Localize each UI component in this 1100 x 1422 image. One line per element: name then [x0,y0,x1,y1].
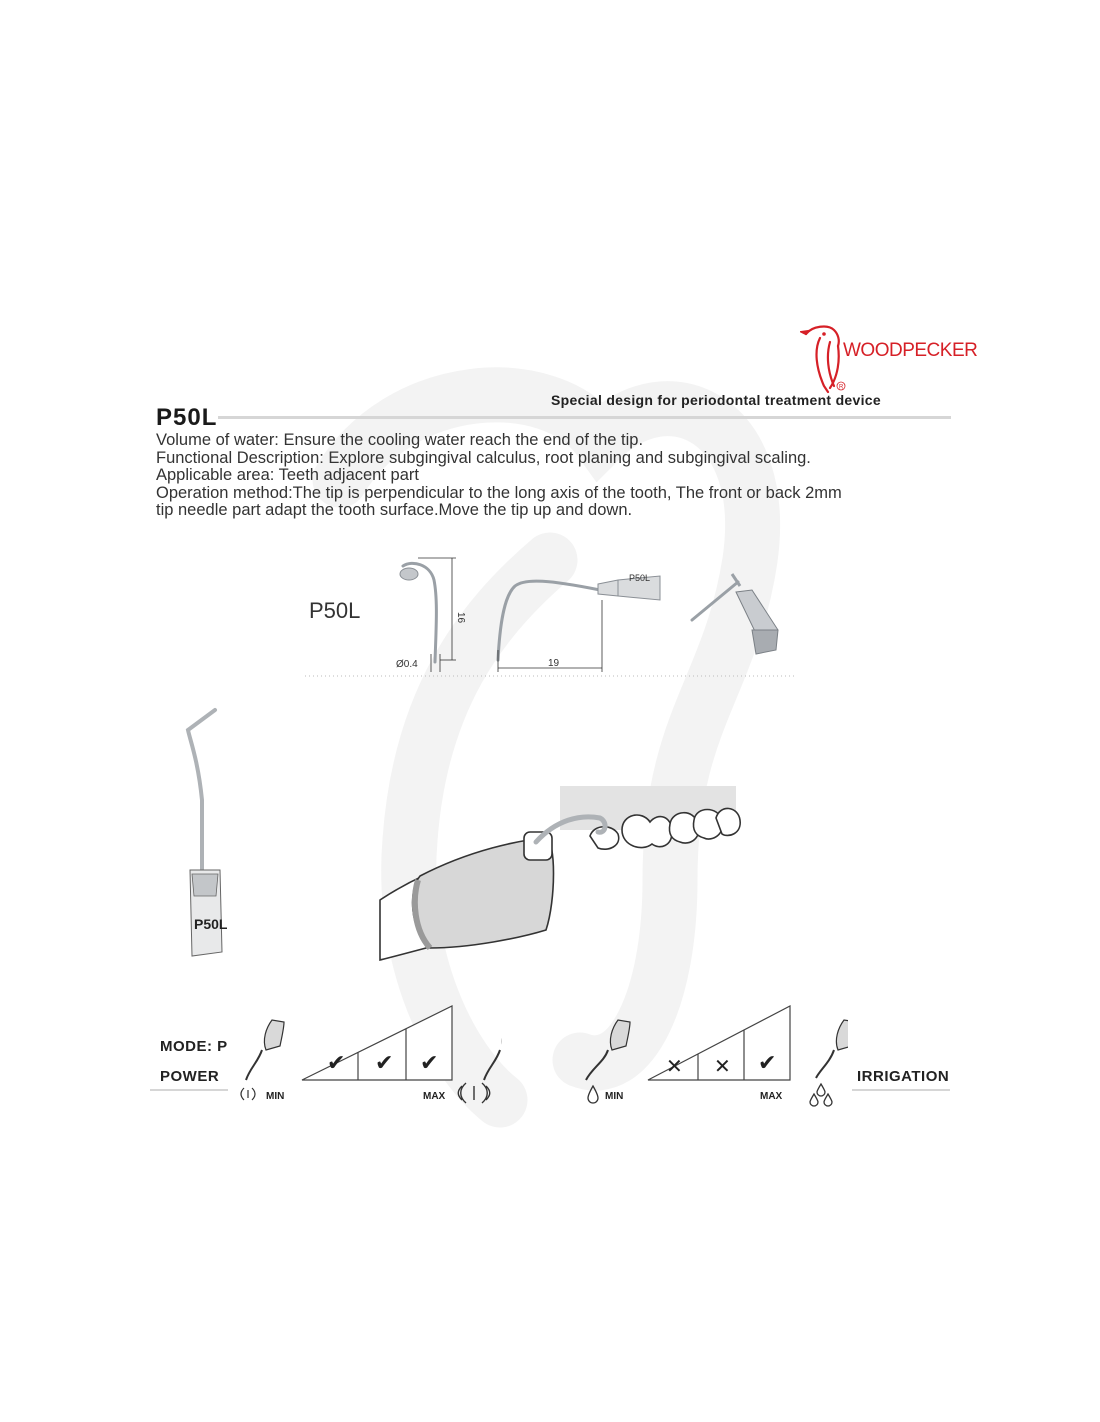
power-level-2: ✔ [375,1050,394,1075]
power-divider [150,1089,228,1091]
mode-label: MODE: P [160,1038,228,1055]
power-min-label: MIN [266,1091,285,1102]
brand-name: WOODPECKER [843,340,978,361]
diameter-dimension: Ø0.4 [396,659,418,670]
handpiece-min-icon [246,1020,284,1080]
water-drop-min-icon [586,1084,600,1104]
power-max-label: MAX [423,1091,446,1102]
irrigation-max-label: MAX [760,1091,783,1102]
description-line: tip needle part adapt the tooth surface.Move the tip up and down. [156,501,633,519]
description-line: Operation method:The tip is perpendicular to the long axis of the tooth, The front or back 2mm [156,483,842,502]
tip-dimension-drawing [300,550,800,680]
description-line: Applicable area: Teeth adjacent part [156,466,419,484]
description-line: Functional Description: Explore subgingival calculus, root planing and subgingival scaling. [156,448,811,467]
irrigation-label: IRRIGATION [857,1068,950,1085]
handpiece-wet-icon [816,1020,848,1078]
brand-tagline: Special design for periodontal treatment device [551,392,881,408]
irrigation-level-2: ✕ [714,1056,731,1078]
description-line: Volume of water: Ensure the cooling water reach the end of the tip. [156,431,644,449]
product-description [156,432,956,520]
tip-perspective-icon [692,574,778,654]
vibration-max-icon [456,1080,492,1106]
power-level-3: ✔ [420,1050,439,1075]
length-dimension: 19 [548,658,560,669]
irrigation-min-label: MIN [605,1091,624,1102]
water-drops-max-icon [808,1082,834,1108]
product-model: P50L [156,404,218,431]
handpiece-max-icon [484,1020,502,1080]
handpiece-dry-icon [586,1020,630,1080]
power-label: POWER [160,1068,220,1085]
height-dimension: 16 [455,612,466,624]
diagram-model-label: P50L [309,598,361,623]
power-level-1: ✔ [327,1050,346,1075]
handpiece-teeth-illustration [360,780,750,970]
tip-front-profile-icon [498,576,660,660]
vibration-min-icon [238,1086,258,1102]
tip-engraving: P50L [629,573,651,583]
header-divider [218,416,951,419]
svg-text:R: R [839,384,844,391]
irrigation-divider [852,1089,950,1091]
irrigation-level-3: ✔ [758,1050,777,1075]
tip-illustration-engraving: P50L [194,916,228,932]
irrigation-level-1: ✕ [666,1056,683,1078]
